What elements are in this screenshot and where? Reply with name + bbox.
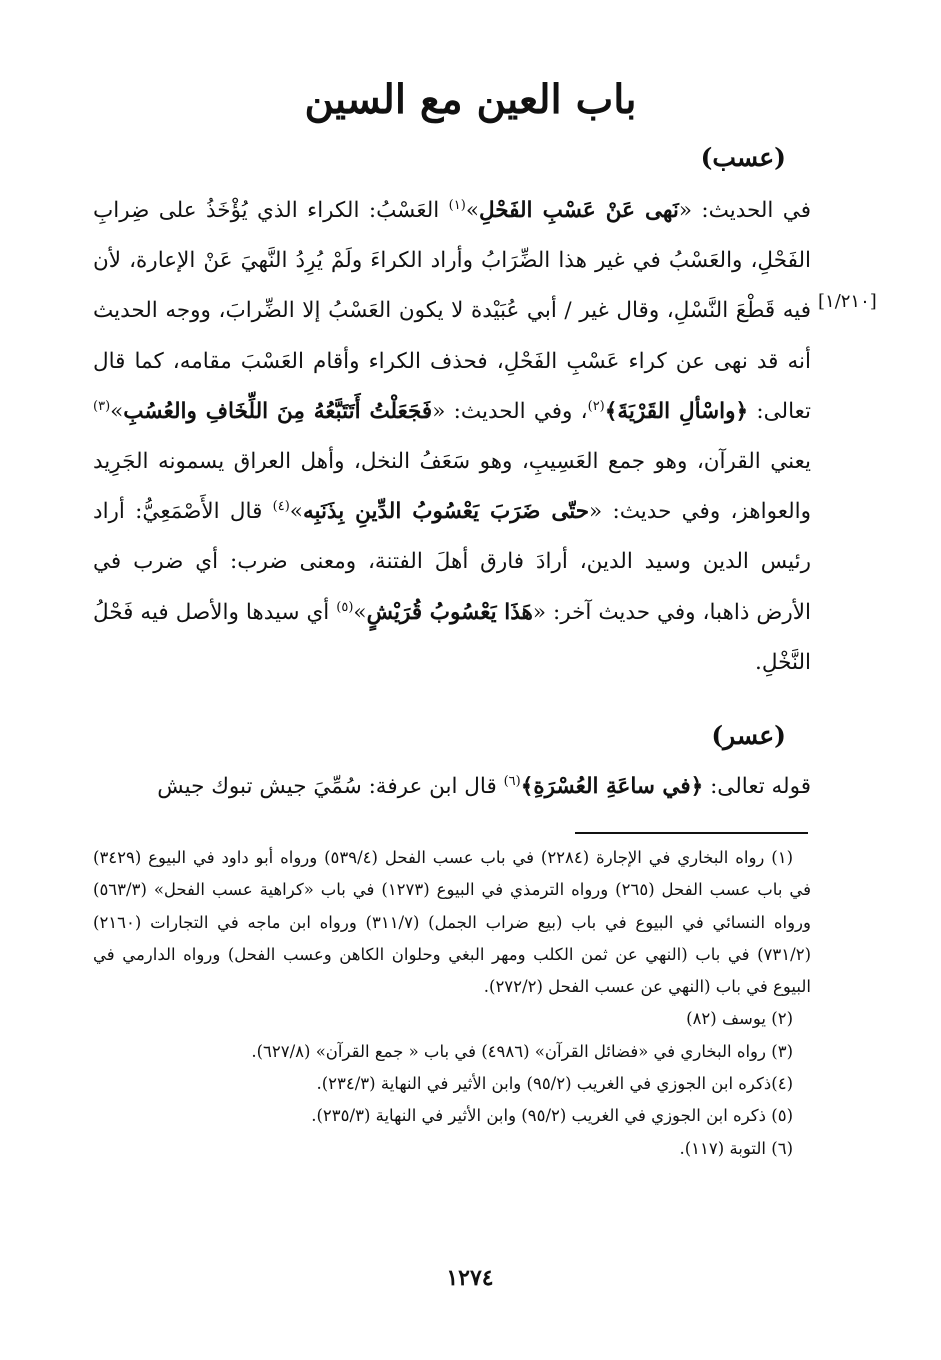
footnote-item: (٢) يوسف (٨٢) (686, 1009, 793, 1029)
quoted-text: ﴿واسْألِ القَرْيَةَ﴾ (604, 398, 749, 424)
paragraph-text: قال الأَصْمَعِيُّ: أراد رئيس الدين وسيد الدين، أرادَ فارق أهلَ الفتنة، ومعنى ضرب: أي ضرب في الأرض ذاهبا، وفي حديث آخر: « (93, 499, 811, 625)
paragraph-text: ، وفي الحديث: « (432, 398, 588, 424)
paragraph-text: يعني القرآن، وهو جمع العَسِيبِ، وهو سَعَفُ النخل، وأهل العراق يسمونه الجَرِيد والعواهز، وفي حديث: « (93, 449, 811, 525)
footnote-item: (٣) رواه البخاري في «فضائل القرآن» (٤٩٨٦) في باب « جمع القرآن» (٦٢٧/٨). (251, 1041, 793, 1061)
paragraph-text: » (465, 198, 479, 223)
quoted-text: ﴿في ساعَةِ العُسْرَةِ﴾ (520, 774, 704, 799)
entry-paragraph-asr (93, 762, 811, 812)
paragraph-text: » (289, 499, 303, 525)
entry-heading-asr: (عسر) (711, 721, 786, 750)
quoted-text: هَذَا يَعْسُوبُ قُرَيْشٍ (366, 599, 533, 625)
page-number: ١٢٧٤ (446, 1265, 494, 1291)
chapter-title: باب العين مع السين (304, 76, 637, 123)
footnote-separator (575, 832, 808, 834)
footnote-marker: (٦) (503, 773, 521, 789)
footnote-marker: (٥) (336, 599, 354, 615)
footnote-marker: (٣) (93, 398, 111, 414)
paragraph-text: أي سيدها والأصل فيه فَحْلُ النَّخْلِ. (93, 599, 811, 675)
paragraph-text: قال ابن عرفة: سُمِّيَ جيش تبوك جيش (157, 774, 504, 799)
paragraph-text: قوله تعالى: (703, 774, 811, 799)
quoted-text: نَهى عَنْ عَسْبِ الفَحْلِ (478, 198, 679, 223)
paragraph-text: العَسْبُ: الكراء الذي يُؤْخَذُ على ضِرابِ الفَحْلِ، والعَسْبُ في غير هذا الضِّرَابُ وأراد الكراءَ ولَمْ يُرِدُ النَّهيَ عَنْ الإعارة، لأن فيه قَطْعَ النَّسْلِ، وقال غير / أبي عُبَيْدة لا يكون العَسْبُ إلا الضِّرابَ، ووجه الحديث أنه قد نهى عن كراء عَسْبِ الفَحْلِ، فحذف الكراء وأقام العَسْبَ مقامه، كما قال تعالى: (93, 198, 811, 424)
paragraph-text: » (353, 599, 367, 625)
margin-reference: [١/٢١٠] (818, 291, 877, 312)
footnote-item: (٦) التوبة (١١٧). (679, 1138, 793, 1158)
paragraph-text: » (110, 398, 124, 424)
entry-paragraph-asb (93, 186, 811, 688)
footnote-marker: (٢) (587, 398, 605, 414)
quoted-text: حتّى ضَرَبَ يَعْسُوبُ الدِّينِ بِذَنَبِه (302, 499, 590, 525)
quoted-text: فَجَعَلْتُ أَتَتَبَّعُهُ مِنَ اللِّخَافِ والعُسُبِ (123, 398, 433, 424)
footnotes (93, 842, 811, 1165)
footnote-marker: (٤) (272, 499, 290, 515)
footnote-marker: (١) (448, 197, 466, 213)
footnote-item: (١) رواه البخاري في الإجارة (٢٢٨٤) في باب عسب الفحل (٥٣٩/٤) ورواه أبو داود في البيوع (٣٤٢٩) في باب عسب الفحل (٢٦٥) ورواه الترمذي في البيوع (١٢٧٣) في باب «كراهية عسب الفحل» (٥٦٣/٣) ورواه النسائي في البيوع في باب (بيع ضراب الجمل) (٣١١/٧) ورواه ابن ماجه في التجارات (٢١٦٠) (٧٣١/٢) في باب (النهي عن ثمن الكلب ومهر البغي وحلوان الكاهن وعسب الفحل) ورواه الدارمي في البيوع في باب (النهي عن عسب الفحل (٢٧٢/٢). (93, 848, 811, 997)
entry-heading-asb: (عسب) (700, 143, 786, 172)
footnote-item: (٤)ذكره ابن الجوزي في الغريب (٩٥/٢) وابن الأثير في النهاية (٢٣٤/٣). (316, 1074, 793, 1094)
paragraph-text: في الحديث: « (678, 198, 811, 223)
footnote-item: (٥) ذكره ابن الجوزي في الغريب (٩٥/٢) وابن الأثير في النهاية (٢٣٥/٣). (311, 1106, 793, 1126)
